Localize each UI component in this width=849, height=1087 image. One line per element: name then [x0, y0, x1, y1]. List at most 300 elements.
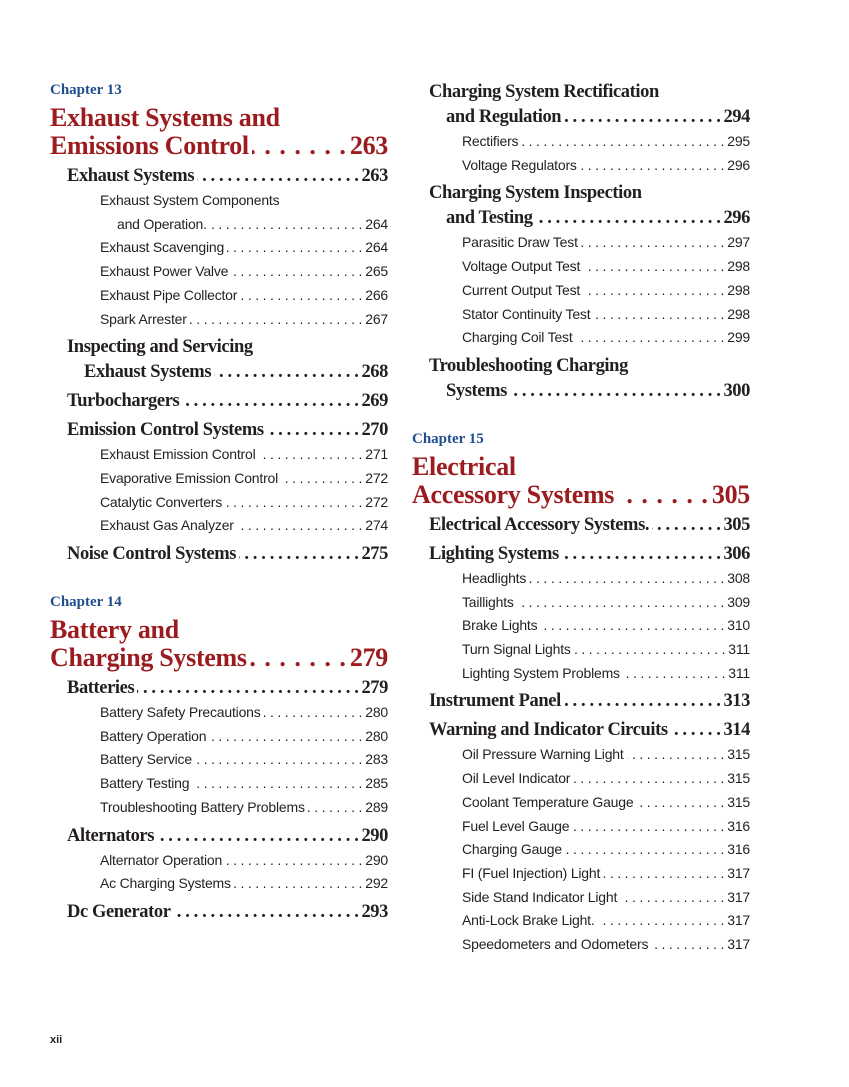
entry-page-number: 267: [365, 310, 388, 327]
toc-subsection-entry[interactable]: [412, 154, 750, 178]
toc-section-entry[interactable]: [50, 385, 388, 414]
entry-page-number: 264: [365, 239, 388, 256]
entry-page-number: 315: [727, 770, 750, 787]
toc-subsection-entry[interactable]: [50, 701, 388, 725]
entry-text: Troubleshooting Battery Problems: [100, 798, 305, 815]
leader-dots: [598, 909, 725, 933]
entry-line: [100, 748, 388, 772]
entry-text: Oil Level Indicator: [462, 770, 571, 787]
entry-line: [429, 379, 750, 404]
entry-line: [100, 701, 388, 725]
entry-text: Charging Gauge: [462, 841, 562, 858]
chapter-title-line: [412, 481, 750, 509]
toc-section-entry[interactable]: [412, 509, 750, 538]
toc-subsection-entry[interactable]: [50, 796, 388, 820]
leader-dots: [623, 662, 725, 686]
entry-page-number: 280: [365, 727, 388, 744]
entry-line: [67, 360, 388, 385]
entry-text: Dc Generator: [67, 901, 171, 922]
leader-dots: [237, 514, 362, 538]
entry-line: [462, 130, 750, 154]
entry-page-number: 298: [727, 258, 750, 275]
leader-dots: [564, 105, 720, 130]
entry-text: Coolant Temperature Gauge: [462, 793, 634, 810]
entry-line: [67, 900, 388, 925]
entry-page-number: 296: [727, 156, 750, 173]
leader-dots: [192, 772, 362, 796]
entry-page-number: 315: [727, 793, 750, 810]
chapter-section: [412, 76, 750, 404]
chapter-title-page-number: 279: [349, 643, 388, 673]
entry-line: [462, 591, 750, 615]
leader-dots: [225, 491, 362, 515]
entry-page-number: 275: [361, 544, 388, 565]
entry-text: Warning and Indicator Circuits: [429, 720, 668, 741]
toc-subsection-entry[interactable]: [412, 638, 750, 662]
entry-line: [67, 418, 388, 443]
chapter-title: [50, 616, 388, 672]
entry-text: Headlights: [462, 569, 527, 586]
entry-page-number: 317: [727, 912, 750, 929]
entry-line: [67, 389, 388, 414]
leader-dots: [240, 284, 362, 308]
toc-subsection-entry[interactable]: [412, 130, 750, 154]
entry-text: Side Stand Indicator Light: [462, 888, 618, 905]
entry-page-number: 292: [365, 875, 388, 892]
chapter-title-line: [50, 616, 388, 644]
entry-page-number: 311: [728, 664, 750, 681]
entry-line: [429, 105, 750, 130]
chapter-title: [50, 104, 388, 160]
chapter-title-line: [50, 644, 388, 672]
toc-subsection-entry[interactable]: [412, 255, 750, 279]
entry-text: Exhaust Power Valve: [100, 263, 229, 280]
entry-text: Exhaust Pipe Collector: [100, 286, 238, 303]
entry-page-number: 306: [723, 543, 750, 564]
toc-section-entry[interactable]: [412, 685, 750, 714]
toc-column-right: [412, 76, 750, 957]
entry-text: Exhaust Gas Analyzer: [100, 517, 234, 534]
leader-dots: [231, 260, 362, 284]
leader-dots: [581, 231, 724, 255]
entry-text: and Regulation: [446, 107, 562, 127]
toc-subsection-entry[interactable]: [412, 838, 750, 862]
toc-subsection-entry[interactable]: [50, 260, 388, 284]
entry-line: [429, 206, 750, 231]
entry-line: [462, 255, 750, 279]
entry-page-number: 266: [365, 286, 388, 303]
entry-line: [462, 279, 750, 303]
entry-page-number: 305: [723, 514, 750, 535]
toc-subsection-entry[interactable]: [50, 284, 388, 308]
entry-line: [100, 189, 388, 213]
leader-dots: [652, 513, 720, 538]
entry-line: [100, 443, 388, 467]
leader-dots: [227, 236, 362, 260]
entry-line: [462, 662, 750, 686]
leader-dots: [583, 255, 724, 279]
toc-subsection-entry[interactable]: [412, 567, 750, 591]
toc-section-entry[interactable]: [50, 331, 388, 385]
chapter-label: Chapter 13: [50, 82, 122, 98]
toc-subsection-entry[interactable]: [412, 767, 750, 791]
leader-dots: [182, 389, 358, 414]
leader-dots: [250, 644, 347, 672]
toc-section-entry[interactable]: [50, 414, 388, 443]
entry-line: [462, 614, 750, 638]
toc-section-entry[interactable]: [50, 538, 388, 567]
entry-line: [100, 491, 388, 515]
leader-dots: [620, 886, 724, 910]
entry-line: [462, 638, 750, 662]
entry-line: [67, 335, 388, 360]
entry-line: [100, 467, 388, 491]
toc-subsection-entry[interactable]: [412, 231, 750, 255]
entry-page-number: 311: [728, 641, 750, 658]
chapter-title-page-number: 305: [711, 479, 750, 509]
entry-page-number: 309: [727, 593, 750, 610]
entry-text: Troubleshooting Charging: [429, 355, 628, 376]
leader-dots: [190, 308, 363, 332]
leader-dots: [576, 326, 725, 350]
entry-line: [462, 909, 750, 933]
chapter-title-line: [50, 104, 388, 132]
toc-subsection-entry[interactable]: [50, 491, 388, 515]
entry-page-number: 298: [727, 281, 750, 298]
entry-line: [462, 933, 750, 957]
entry-line: [462, 743, 750, 767]
entry-text: Ac Charging Systems: [100, 875, 231, 892]
entry-text: Turbochargers: [67, 391, 180, 412]
toc-subsection-entry[interactable]: [50, 772, 388, 796]
entry-page-number: 317: [727, 864, 750, 881]
entry-line: [100, 849, 388, 873]
entry-text: Fuel Level Gauge: [462, 817, 570, 834]
entry-line: [100, 236, 388, 260]
entry-text: Spark Arrester: [100, 310, 187, 327]
entry-text: Systems: [446, 380, 507, 401]
entry-text: Evaporative Emission Control: [100, 469, 279, 486]
entry-text: Lighting System Problems: [462, 664, 620, 681]
chapter-title-text: Charging Systems: [50, 643, 247, 673]
toc-section-entry[interactable]: [50, 672, 388, 701]
entry-text: Instrument Panel: [429, 691, 561, 712]
entry-text: Battery Testing: [100, 775, 190, 792]
entry-page-number: 285: [365, 775, 388, 792]
entry-line: [462, 886, 750, 910]
entry-text: FI (Fuel Injection) Light: [462, 864, 601, 881]
toc-subsection-entry[interactable]: [412, 743, 750, 767]
toc-subsection-entry[interactable]: [50, 467, 388, 491]
chapter-title-line: [50, 132, 388, 160]
entry-text: Alternator Operation: [100, 851, 223, 868]
leader-dots: [574, 638, 726, 662]
entry-text: Batteries: [67, 678, 135, 699]
leader-dots: [267, 418, 359, 443]
entry-line: [100, 213, 388, 237]
toc-subsection-entry[interactable]: [50, 872, 388, 896]
entry-page-number: 290: [361, 825, 388, 846]
entry-text: Charging Coil Test: [462, 329, 573, 346]
entry-page-number: 263: [361, 166, 388, 186]
toc-subsection-entry[interactable]: [50, 443, 388, 467]
leader-dots: [565, 838, 724, 862]
entry-line: [462, 326, 750, 350]
entry-page-number: 279: [361, 678, 388, 699]
chapter-label: Chapter 14: [50, 594, 122, 611]
toc-subsection-entry[interactable]: [50, 189, 388, 236]
toc-subsection-entry[interactable]: [412, 591, 750, 615]
entry-line: [100, 514, 388, 538]
toc-subsection-entry[interactable]: [412, 886, 750, 910]
entry-text: Lighting Systems: [429, 543, 559, 564]
entry-page-number: 265: [365, 263, 388, 280]
leader-dots: [617, 481, 709, 509]
leader-dots: [529, 567, 724, 591]
entry-page-number: 283: [365, 751, 388, 768]
toc-section-entry[interactable]: [412, 538, 750, 567]
entry-line: [462, 231, 750, 255]
leader-dots: [157, 824, 358, 849]
entry-text: Charging System Inspection: [429, 183, 642, 204]
leader-dots: [517, 591, 725, 615]
entry-text: Oil Pressure Warning Light: [462, 746, 624, 763]
entry-text: Noise Control Systems: [67, 544, 237, 565]
entry-line: [67, 676, 388, 701]
toc-subsection-entry[interactable]: [412, 815, 750, 839]
leader-dots: [197, 164, 358, 189]
entry-text: Brake Lights: [462, 617, 538, 634]
leader-dots: [671, 718, 721, 743]
chapter-title-text: Emissions Control: [50, 131, 249, 160]
entry-page-number: 268: [361, 362, 388, 383]
entry-page-number: 308: [727, 569, 750, 586]
entry-text: Battery Operation: [100, 727, 207, 744]
toc-subsection-entry[interactable]: [412, 662, 750, 686]
entry-page-number: 295: [727, 133, 750, 149]
chapter-title-line: [412, 453, 750, 481]
entry-text: Rectifiers: [462, 133, 519, 149]
entry-page-number: 297: [727, 234, 750, 251]
leader-dots: [540, 614, 724, 638]
leader-dots: [210, 213, 362, 237]
toc-subsection-entry[interactable]: [412, 279, 750, 303]
entry-text: Electrical Accessory Systems.: [429, 514, 650, 535]
entry-line: [429, 689, 750, 714]
toc-subsection-entry[interactable]: [412, 303, 750, 327]
entry-page-number: 298: [727, 305, 750, 322]
entry-page-number: 270: [361, 420, 388, 441]
entry-text: Exhaust Scavenging: [100, 239, 225, 256]
leader-dots: [651, 933, 724, 957]
entry-text: and Operation.: [117, 215, 207, 232]
entry-line: [100, 308, 388, 332]
entry-text: Battery Safety Precautions: [100, 704, 261, 721]
toc-subsection-entry[interactable]: [412, 909, 750, 933]
leader-dots: [174, 900, 359, 925]
entry-page-number: 293: [361, 901, 388, 922]
entry-page-number: 296: [723, 208, 750, 229]
entry-text: Anti-Lock Brake Light.: [462, 912, 595, 929]
toc-subsection-entry[interactable]: [412, 862, 750, 886]
leader-dots: [214, 360, 358, 385]
toc-subsection-entry[interactable]: [412, 791, 750, 815]
entry-text: Battery Service: [100, 751, 192, 768]
entry-page-number: 264: [365, 215, 388, 232]
entry-page-number: 300: [723, 380, 750, 401]
entry-page-number: 314: [723, 720, 750, 741]
leader-dots: [137, 676, 358, 701]
toc-section-entry[interactable]: [50, 896, 388, 925]
entry-line: [462, 838, 750, 862]
entry-line: [67, 164, 388, 189]
entry-text: Inspecting and Servicing: [67, 337, 253, 358]
entry-line: [100, 725, 388, 749]
entry-line: [100, 284, 388, 308]
leader-dots: [225, 849, 362, 873]
toc-subsection-entry[interactable]: [412, 326, 750, 350]
toc-subsection-entry[interactable]: [50, 308, 388, 332]
entry-line: [67, 542, 388, 567]
leader-dots: [234, 872, 362, 896]
leader-dots: [308, 796, 362, 820]
entry-page-number: 316: [727, 841, 750, 858]
entry-line: [462, 791, 750, 815]
entry-line: [429, 718, 750, 743]
entry-text: Emission Control Systems: [67, 420, 264, 441]
entry-page-number: 310: [727, 617, 750, 634]
entry-line: [67, 824, 388, 849]
leader-dots: [572, 815, 724, 839]
entry-line: [429, 354, 750, 379]
chapter-section: [50, 592, 388, 925]
entry-text: Exhaust System Components: [100, 192, 280, 208]
leader-dots: [195, 748, 362, 772]
entry-text: Current Output Test: [462, 281, 581, 298]
entry-line: [429, 513, 750, 538]
entry-page-number: 271: [365, 446, 388, 463]
leader-dots: [580, 154, 725, 178]
toc-section-entry[interactable]: [412, 350, 750, 404]
leader-dots: [239, 542, 358, 567]
chapter-title: [412, 453, 750, 509]
leader-dots: [564, 689, 721, 714]
leader-dots: [562, 542, 721, 567]
entry-text: Charging System Rectification: [429, 82, 659, 102]
entry-text: Voltage Output Test: [462, 258, 581, 275]
entry-page-number: 294: [723, 107, 750, 127]
entry-text: Voltage Regulators: [462, 156, 577, 173]
entry-text: Speedometers and Odometers: [462, 936, 649, 953]
entry-line: [462, 567, 750, 591]
toc-subsection-entry[interactable]: [50, 514, 388, 538]
entry-line: [429, 80, 750, 105]
chapter-title-text: Battery and: [50, 615, 179, 645]
chapter-title-text: Accessory Systems: [412, 479, 615, 509]
leader-dots: [521, 130, 724, 154]
entry-text: Catalytic Converters: [100, 493, 223, 510]
entry-page-number: 313: [723, 691, 750, 712]
chapter-section: [412, 429, 750, 957]
entry-line: [462, 767, 750, 791]
entry-page-number: 316: [727, 817, 750, 834]
entry-text: Exhaust Emission Control: [100, 446, 256, 463]
leader-dots: [281, 467, 362, 491]
toc-section-entry[interactable]: [50, 820, 388, 849]
entry-page-number: 272: [365, 493, 388, 510]
leader-dots: [252, 132, 347, 160]
toc-section-entry[interactable]: [50, 160, 388, 189]
chapter-title-text: Exhaust Systems and: [50, 103, 280, 132]
entry-line: [100, 772, 388, 796]
entry-text: and Testing: [446, 208, 533, 229]
leader-dots: [264, 701, 363, 725]
entry-line: [100, 872, 388, 896]
chapter-label: Chapter 15: [412, 430, 484, 447]
leader-dots: [259, 443, 363, 467]
entry-line: [100, 260, 388, 284]
entry-line: [462, 303, 750, 327]
entry-page-number: 290: [365, 851, 388, 868]
toc-subsection-entry[interactable]: [50, 849, 388, 873]
leader-dots: [583, 279, 724, 303]
leader-dots: [510, 379, 721, 404]
entry-page-number: 272: [365, 469, 388, 486]
chapter-title-page-number: 263: [349, 131, 388, 160]
leader-dots: [603, 862, 724, 886]
entry-text: Taillights: [462, 593, 514, 610]
toc-subsection-entry[interactable]: [412, 614, 750, 638]
entry-line: [462, 815, 750, 839]
toc-section-entry[interactable]: [412, 177, 750, 231]
entry-text: Parasitic Draw Test: [462, 234, 578, 251]
page-number-folio: xii: [50, 1034, 63, 1046]
entry-line: [462, 862, 750, 886]
toc-section-entry[interactable]: [412, 714, 750, 743]
leader-dots: [627, 743, 725, 767]
entry-page-number: 299: [727, 329, 750, 346]
entry-text: Stator Continuity Test: [462, 305, 591, 322]
entry-text: Alternators: [67, 825, 155, 846]
entry-page-number: 317: [727, 888, 750, 905]
toc-subsection-entry[interactable]: [50, 236, 388, 260]
leader-dots: [593, 303, 724, 327]
entry-line: [100, 796, 388, 820]
entry-line: [429, 542, 750, 567]
entry-text: Exhaust Systems: [84, 362, 212, 383]
entry-line: [429, 181, 750, 206]
entry-page-number: 317: [727, 936, 750, 953]
toc-column-left: [50, 80, 388, 925]
entry-page-number: 280: [365, 704, 388, 721]
toc-section-entry[interactable]: [412, 76, 750, 130]
toc-subsection-entry[interactable]: [50, 748, 388, 772]
chapter-title-text: Electrical: [412, 451, 516, 481]
toc-subsection-entry[interactable]: [50, 725, 388, 749]
entry-text: Exhaust Systems: [67, 166, 195, 186]
leader-dots: [536, 206, 721, 231]
chapter-section: [50, 80, 388, 567]
entry-page-number: 269: [361, 391, 388, 412]
entry-text: Turn Signal Lights: [462, 641, 571, 658]
entry-page-number: 274: [365, 517, 388, 534]
toc-subsection-entry[interactable]: [412, 933, 750, 957]
leader-dots: [636, 791, 724, 815]
entry-page-number: 315: [727, 746, 750, 763]
leader-dots: [209, 725, 362, 749]
leader-dots: [573, 767, 724, 791]
entry-line: [462, 154, 750, 178]
